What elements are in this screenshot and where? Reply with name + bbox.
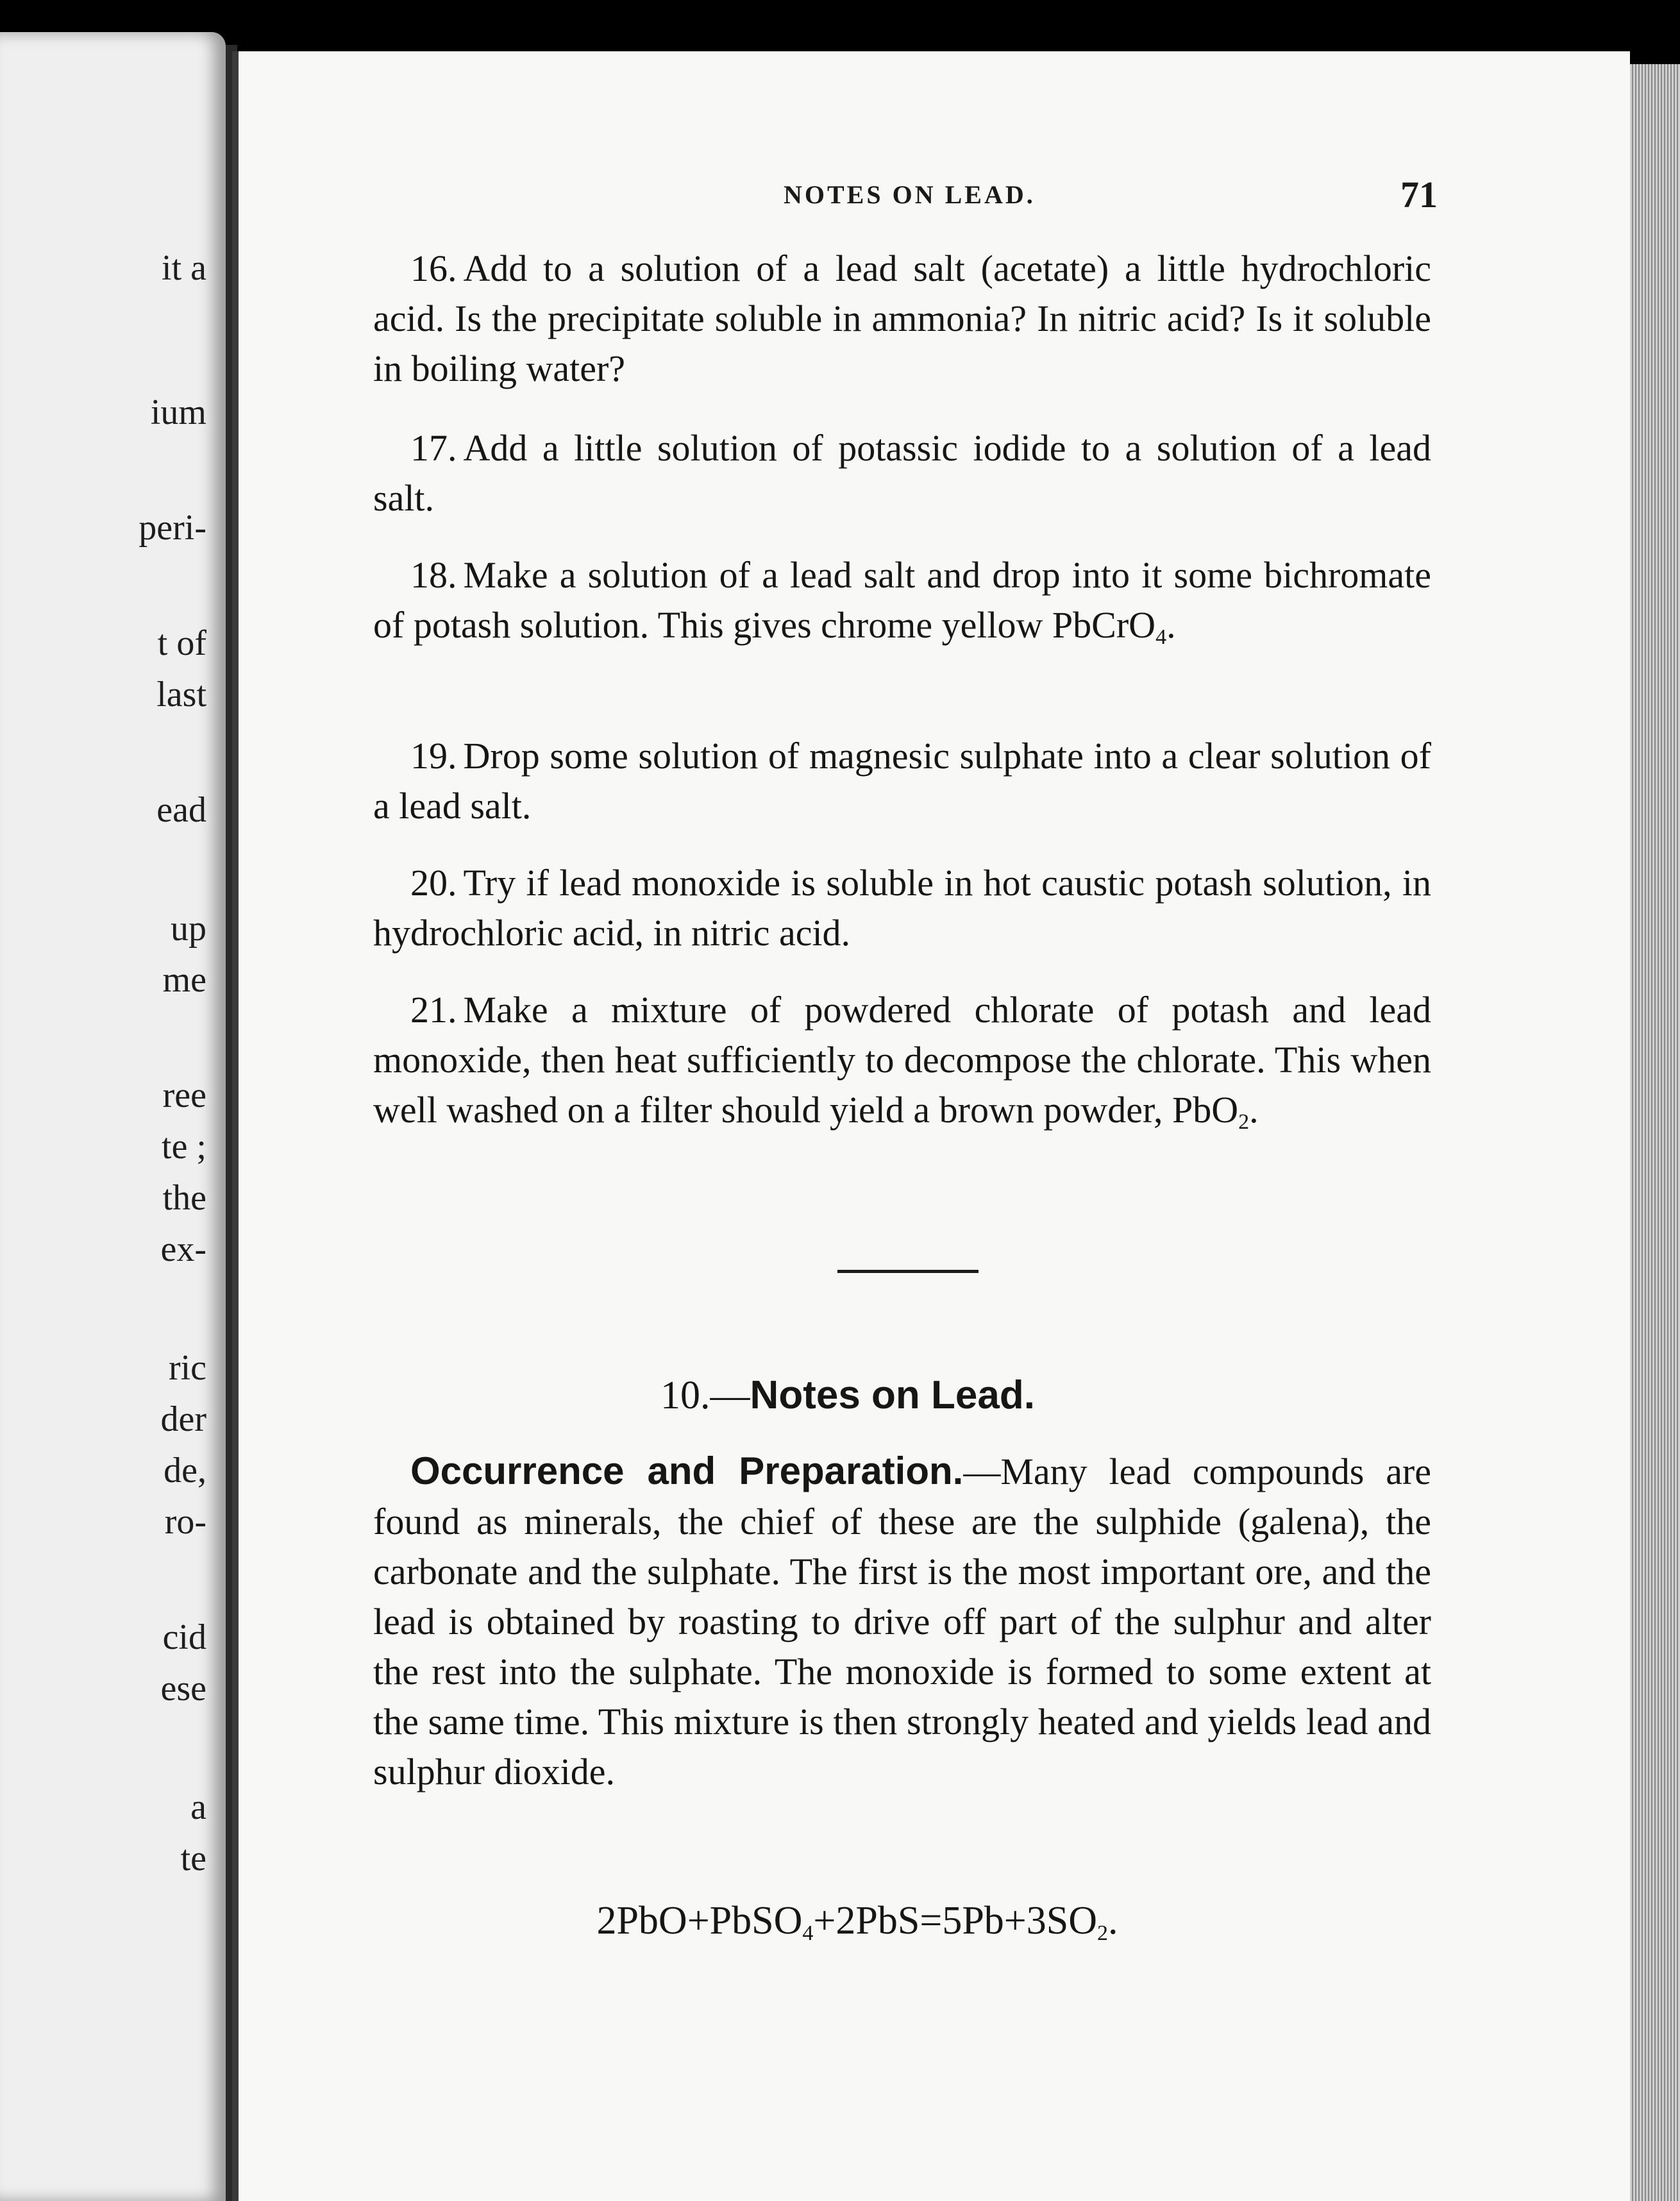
exercise-text: Make a solution of a lead salt and drop into it some bichromate of potash solution. This gives chrome yellow PbCrO (373, 554, 1431, 646)
exercise-number: 20. (410, 862, 457, 904)
left-page-fragment: ead (156, 790, 206, 830)
left-page-fragment: a (190, 1787, 206, 1827)
running-head: NOTES ON LEAD. (784, 180, 1036, 209)
exercise-16 (373, 244, 1431, 394)
exercise-text: Add a little solution of potassic iodide to a solution of a lead salt. (373, 427, 1431, 519)
left-page (0, 32, 226, 2201)
exercise-18 (373, 550, 1431, 650)
left-page-fragment: me (162, 960, 206, 1000)
left-page-fragment: ex- (160, 1229, 206, 1269)
left-page-fragment: ric (168, 1348, 206, 1388)
section-number: 10.— (660, 1374, 750, 1417)
exercise-17 (373, 423, 1431, 523)
left-page-fragment: t of (157, 623, 206, 663)
exercise-number: 19. (410, 735, 457, 777)
exercise-text: Try if lead monoxide is soluble in hot caustic potash solution, in hydrochloric acid, in nitric acid. (373, 862, 1431, 954)
left-page-fragment: te (180, 1839, 206, 1878)
exercise-paragraph (373, 550, 1431, 650)
exercise-number: 21. (410, 989, 457, 1031)
section-heading: Notes on Lead. (750, 1373, 1035, 1417)
occurrence-heading: Occurrence and Preparation. (410, 1449, 964, 1492)
equation-subscript: 2 (1097, 1921, 1109, 1945)
exercise-21 (373, 985, 1431, 1135)
exercise-paragraph (373, 731, 1431, 831)
left-page-fragment: peri- (139, 508, 206, 548)
left-page-fragment: ro- (164, 1502, 206, 1542)
exercise-paragraph (373, 985, 1431, 1135)
exercise-text: Drop some solution of magnesic sulphate into a clear solution of a lead salt. (373, 735, 1431, 827)
occurrence-text: —Many lead compounds are found as minerals, the chief of these are the sulphide (galena), the carbonate and the sulphate. The first is the most important ore, and the lead is obtained by roasting to drive off part of the sulphur and alter the rest into the sulphate. The monoxide is formed to some extent at the same time. This mixture is then strongly heated and yields lead and sulphur dioxide. (373, 1451, 1431, 1792)
left-page-fragment: ree (162, 1075, 206, 1115)
exercise-number: 17. (410, 427, 457, 469)
page-header (239, 173, 1457, 224)
formula-subscript: 4 (1155, 625, 1167, 649)
exercise-end: . (1249, 1089, 1259, 1131)
left-page-fragment: cid (162, 1617, 206, 1657)
page-edges (1630, 64, 1680, 2201)
exercise-end: . (1166, 604, 1176, 646)
exercise-paragraph (373, 423, 1431, 523)
exercise-paragraph (373, 244, 1431, 394)
equation-part: 2PbO+PbSO (596, 1899, 803, 1943)
section-title (239, 1372, 1457, 1419)
left-page-fragment: te ; (162, 1127, 206, 1167)
right-page (232, 51, 1630, 2201)
occurrence-paragraph (373, 1446, 1431, 1797)
left-page-fragment: de, (164, 1451, 206, 1490)
occurrence-text-block (373, 1446, 1431, 1797)
left-page-fragment: the (162, 1178, 206, 1218)
exercise-20 (373, 858, 1431, 958)
left-page-fragment: der (160, 1399, 206, 1439)
exercise-text: Add to a solution of a lead salt (acetate) a little hydrochloric acid. Is the precipitate soluble in ammonia? In nitric acid? Is it soluble in boiling water? (373, 248, 1431, 389)
exercise-number: 16. (410, 248, 457, 289)
exercise-number: 18. (410, 554, 457, 596)
left-page-fragment: last (156, 675, 206, 714)
exercise-19 (373, 731, 1431, 831)
equation-subscript: 4 (802, 1921, 814, 1945)
equation-end: . (1108, 1899, 1118, 1943)
equation-part: +2PbS=5Pb+3SO (813, 1899, 1098, 1943)
page-number: 71 (1400, 174, 1438, 215)
chemical-equation (239, 1898, 1476, 1944)
left-page-fragment: ese (160, 1669, 206, 1708)
exercise-text: Make a mixture of powdered chlorate of potash and lead monoxide, then heat sufficiently to decompose the chlorate. This when well washed on a filter should yield a brown powder, PbO (373, 989, 1431, 1131)
left-page-fragment: ium (150, 392, 206, 432)
left-page-fragment: it a (162, 248, 206, 288)
formula-subscript: 2 (1238, 1110, 1250, 1134)
section-divider (837, 1270, 979, 1273)
exercise-paragraph (373, 858, 1431, 958)
left-page-fragment: up (171, 909, 206, 949)
